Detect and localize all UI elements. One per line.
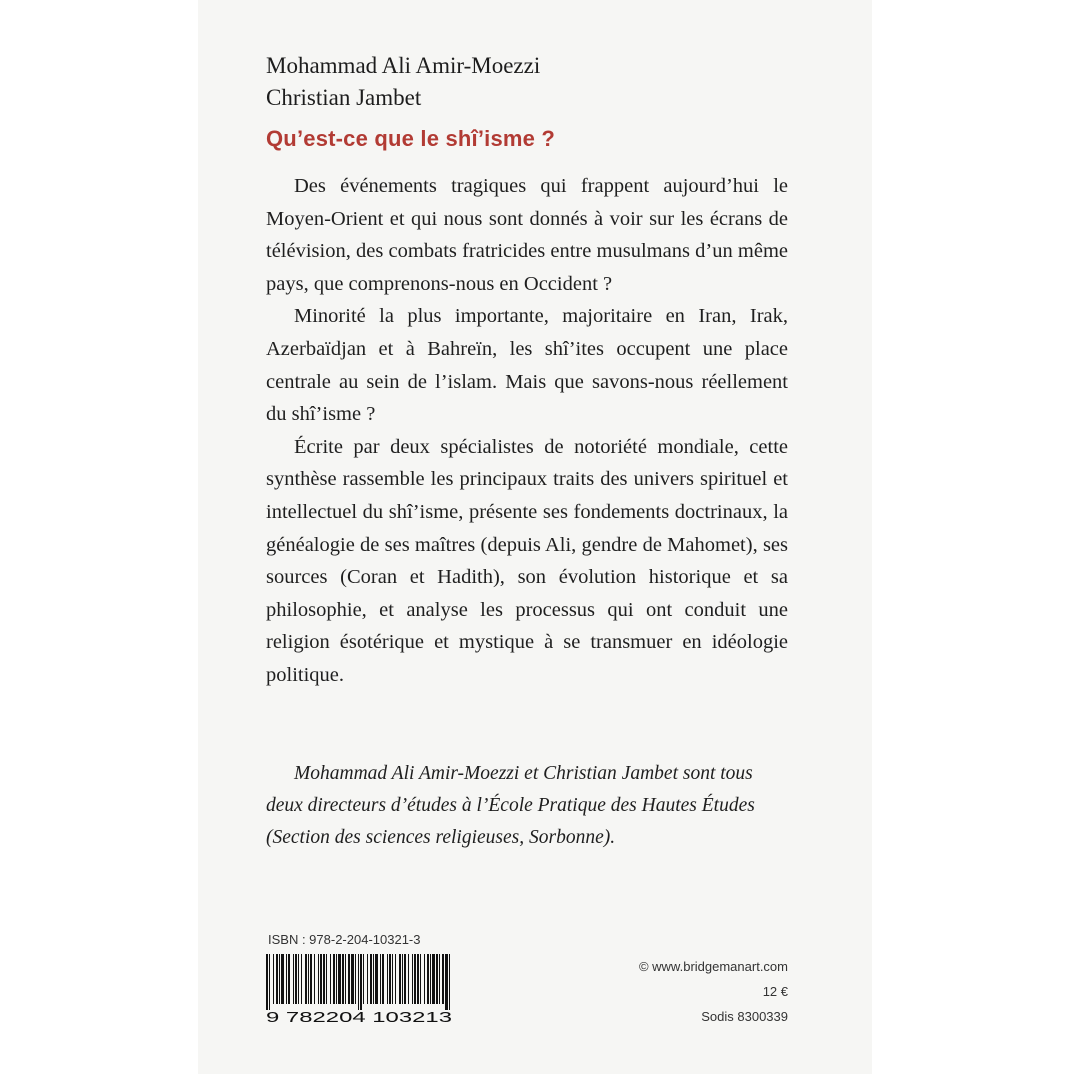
- barcode-bar: [320, 954, 322, 1004]
- barcode-bar: [424, 954, 425, 1004]
- barcode-bar: [382, 954, 384, 1004]
- barcode-bar: [387, 954, 388, 1004]
- barcode-bar: [293, 954, 294, 1004]
- barcode-bar: [367, 954, 368, 1004]
- barcode-bar: [301, 954, 302, 1004]
- barcode-bar: [342, 954, 344, 1004]
- barcode-bar: [375, 954, 378, 1004]
- barcode-bar: [355, 954, 356, 1004]
- barcode-bar: [330, 954, 331, 1004]
- barcode-bar: [323, 954, 325, 1004]
- barcode-bar: [336, 954, 337, 1004]
- price: 12 €: [762, 984, 788, 999]
- barcode-bar: [338, 954, 341, 1004]
- book-back-cover: [198, 0, 872, 1074]
- barcode-bar: [389, 954, 391, 1004]
- distributor-code: Sodis 8300339: [701, 1009, 788, 1024]
- barcode-bar: [404, 954, 406, 1004]
- barcode-bar: [392, 954, 393, 1004]
- barcode-bar: [358, 954, 359, 1010]
- barcode-bar: [399, 954, 401, 1004]
- barcode-bar: [408, 954, 409, 1004]
- barcode-bar: [370, 954, 372, 1004]
- blurb-paragraph: Des événements tragiques qui frappent aujourd’hui le Moyen-Orient et qui nous sont donnés à voir sur les écrans de télévision, des combats fratricides entre musulmans d’un même pays, que comprenons-nous en Occident ?: [266, 175, 788, 295]
- barcode-bar: [432, 954, 435, 1004]
- barcode-bar: [266, 954, 268, 1010]
- barcode-bar: [345, 954, 346, 1004]
- barcode-bar: [314, 954, 315, 1004]
- barcode-bar: [279, 954, 280, 1004]
- isbn: ISBN : 978-2-204-10321-3: [268, 932, 421, 947]
- blurb: [266, 170, 788, 692]
- blurb-paragraph: Écrite par deux spécialistes de notoriété mondiale, cette synthèse rassemble les principaux traits des univers spirituel et intellectuel du shî’isme, présente ses fondements doctrinaux, la généalogie de ses maîtres (depuis Ali, gendre de Mahomet), ses sources (Coran et Hadith), son évolution historique et sa philosophie, et analyse les processus qui ont conduit une religion ésotérique et mystique à se transmuer en idéologie politique.: [266, 435, 788, 686]
- barcode-bar: [348, 954, 350, 1004]
- barcode-bar: [439, 954, 440, 1004]
- barcode-bar: [412, 954, 413, 1004]
- barcode-bar: [295, 954, 297, 1004]
- barcode-digits: 9 782204 103213: [266, 1009, 452, 1024]
- barcode-bar: [442, 954, 444, 1004]
- barcode-bar: [427, 954, 429, 1004]
- barcode-bar: [420, 954, 421, 1004]
- barcode: [264, 954, 454, 1024]
- barcode-bar: [380, 954, 381, 1004]
- barcode-bar: [436, 954, 438, 1004]
- barcode-bar: [276, 954, 278, 1004]
- barcode-bar: [363, 954, 364, 1004]
- barcode-bar: [298, 954, 299, 1004]
- bio-text: Mohammad Ali Amir-Moezzi et Christian Jambet sont tous deux directeurs d’études à l’École Pratique des Hautes Études (Section des sciences religieuses, Sorbonne).: [266, 763, 755, 848]
- image-credit: © www.bridgemanart.com: [638, 959, 788, 974]
- barcode-bar: [445, 954, 448, 1010]
- barcode-bar: [333, 954, 335, 1004]
- barcode-bar: [326, 954, 327, 1004]
- authors: [266, 50, 540, 114]
- publisher-info: [639, 954, 788, 1029]
- barcode-bar: [318, 954, 319, 1004]
- barcode-bar: [308, 954, 309, 1004]
- barcode-bars: [266, 954, 450, 1010]
- author-name: Christian Jambet: [266, 85, 422, 110]
- barcode-bar: [402, 954, 403, 1004]
- author-bio: [266, 758, 788, 854]
- author-name: Mohammad Ali Amir-Moezzi: [266, 53, 541, 78]
- barcode-bar: [449, 954, 450, 1010]
- book-title: Qu’est-ce que le shî’isme ?: [266, 126, 556, 151]
- barcode-bar: [417, 954, 419, 1004]
- barcode-bar: [281, 954, 284, 1004]
- barcode-bar: [286, 954, 287, 1004]
- barcode-bar: [430, 954, 431, 1004]
- barcode-bar: [288, 954, 290, 1004]
- barcode-bar: [305, 954, 307, 1004]
- barcode-bar: [310, 954, 312, 1004]
- barcode-bar: [269, 954, 270, 1010]
- barcode-bar: [414, 954, 416, 1004]
- barcode-bar: [360, 954, 362, 1010]
- barcode-bar: [395, 954, 396, 1004]
- barcode-bar: [373, 954, 374, 1004]
- blurb-paragraph: Minorité la plus importante, majoritaire en Iran, Irak, Azerbaïdjan et à Bahreïn, les shî’ites occupent une place centrale au sein de l’islam. Mais que savons-nous réellement du shî’isme ?: [266, 305, 788, 426]
- barcode-bar: [351, 954, 354, 1004]
- barcode-bar: [273, 954, 274, 1004]
